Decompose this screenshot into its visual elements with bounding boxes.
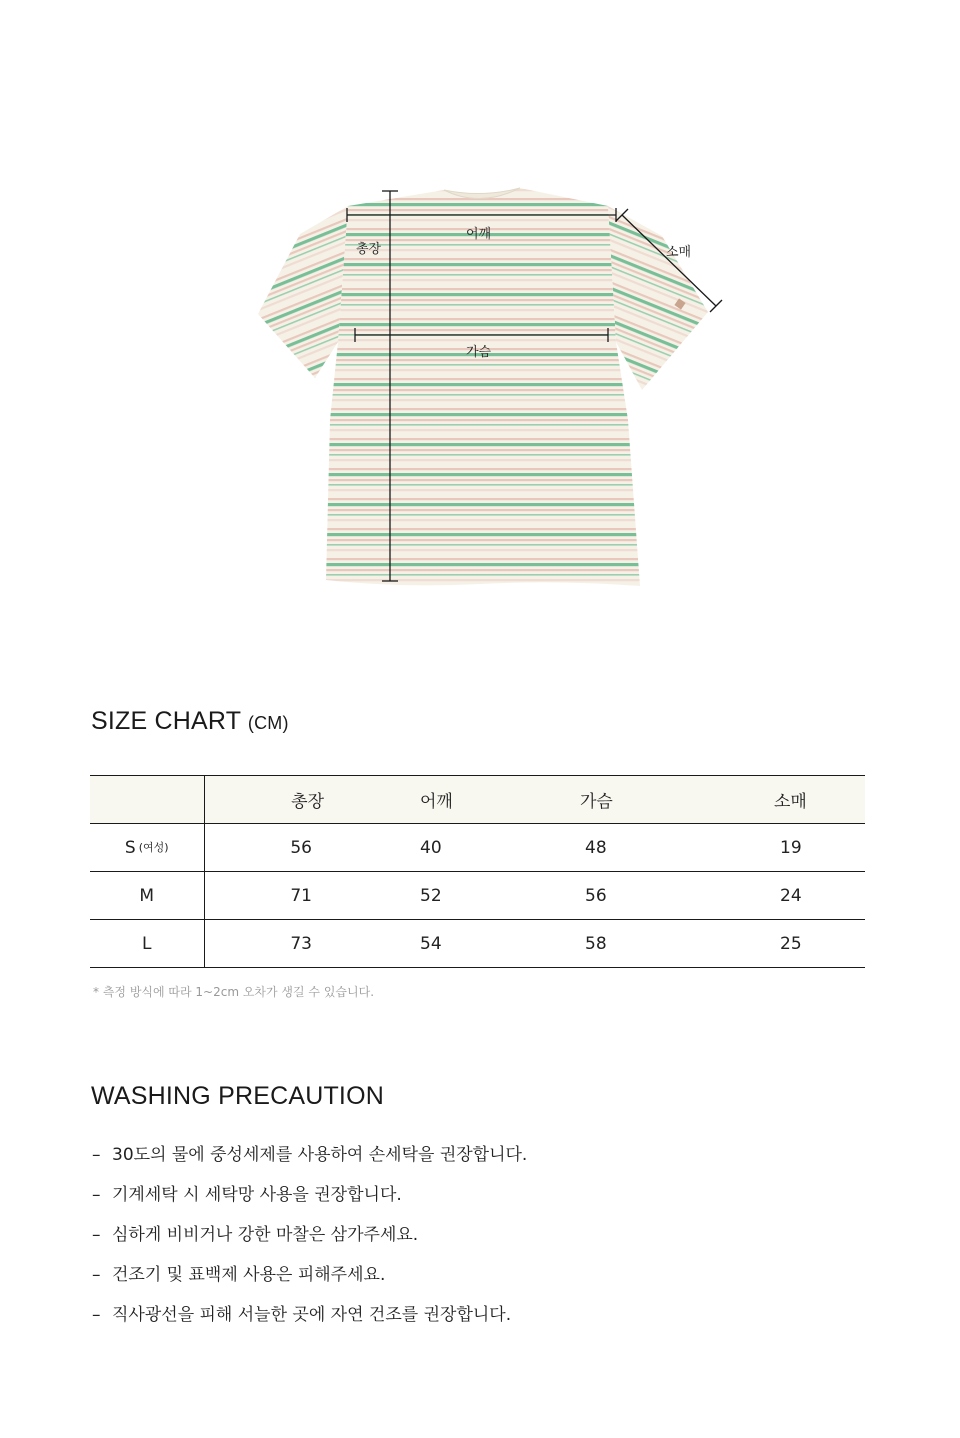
size-chart-title xyxy=(91,707,289,736)
table-row xyxy=(90,824,865,872)
size-cell xyxy=(90,824,204,872)
size-name: L xyxy=(142,933,152,954)
size-chart-footnote: * 측정 방식에 따라 1~2cm 오차가 생길 수 있습니다. xyxy=(93,985,375,999)
value-cell-chest: 56 xyxy=(514,872,710,920)
dash-bullet: – xyxy=(92,1265,101,1285)
dash-bullet: – xyxy=(92,1305,101,1325)
value-cell-shoulder: 40 xyxy=(420,824,514,872)
left-sleeve xyxy=(258,206,348,378)
sleeve-label: 소매 xyxy=(666,245,692,260)
length-label: 총장 xyxy=(356,242,382,257)
size-cell xyxy=(90,872,204,920)
header-cell-length: 총장 xyxy=(204,776,420,824)
header-cell-shoulder: 어깨 xyxy=(420,776,514,824)
table-header-row xyxy=(90,776,865,824)
size-chart-unit: (CM) xyxy=(247,713,289,733)
value-cell-chest: 58 xyxy=(514,920,710,968)
dash-bullet: – xyxy=(92,1145,101,1165)
list-item-text: 30도의 물에 중성세제를 사용하여 손세탁을 권장합니다. xyxy=(112,1145,528,1165)
list-item-text: 직사광선을 피해 서늘한 곳에 자연 건조를 권장합니다. xyxy=(112,1305,512,1325)
table-row xyxy=(90,872,865,920)
header-cell-chest: 가슴 xyxy=(514,776,710,824)
value-cell-sleeve: 25 xyxy=(710,920,865,968)
value-cell-length: 71 xyxy=(204,872,420,920)
chest-label: 가슴 xyxy=(466,345,492,360)
shoulder-label: 어깨 xyxy=(466,227,492,242)
dash-bullet: – xyxy=(92,1225,101,1245)
size-name: M xyxy=(139,885,155,906)
header-cell-sleeve: 소매 xyxy=(710,776,865,824)
header-cell-size xyxy=(90,776,204,824)
size-name: S xyxy=(124,837,136,858)
washing-list xyxy=(92,1143,527,1343)
list-item xyxy=(92,1303,527,1343)
washing-title: WASHING PRECAUTION xyxy=(91,1082,384,1110)
value-cell-length: 73 xyxy=(204,920,420,968)
list-item xyxy=(92,1183,527,1223)
right-sleeve xyxy=(608,206,708,390)
list-item-text: 기계세탁 시 세탁망 사용을 권장합니다. xyxy=(112,1185,402,1205)
size-note: (여성) xyxy=(138,840,169,854)
size-cell xyxy=(90,920,204,968)
list-item-text: 건조기 및 표백제 사용은 피해주세요. xyxy=(112,1265,386,1285)
list-item xyxy=(92,1263,527,1303)
value-cell-shoulder: 52 xyxy=(420,872,514,920)
tshirt-measurement-diagram xyxy=(0,0,960,640)
value-cell-length: 56 xyxy=(204,824,420,872)
value-cell-sleeve: 24 xyxy=(710,872,865,920)
value-cell-shoulder: 54 xyxy=(420,920,514,968)
table-row xyxy=(90,920,865,968)
value-cell-chest: 48 xyxy=(514,824,710,872)
list-item-text: 심하게 비비거나 강한 마찰은 삼가주세요. xyxy=(112,1225,419,1245)
list-item xyxy=(92,1143,527,1183)
value-cell-sleeve: 19 xyxy=(710,824,865,872)
dash-bullet: – xyxy=(92,1185,101,1205)
size-chart-title-text: SIZE CHART xyxy=(91,707,241,735)
list-item xyxy=(92,1223,527,1263)
size-table xyxy=(90,775,865,968)
